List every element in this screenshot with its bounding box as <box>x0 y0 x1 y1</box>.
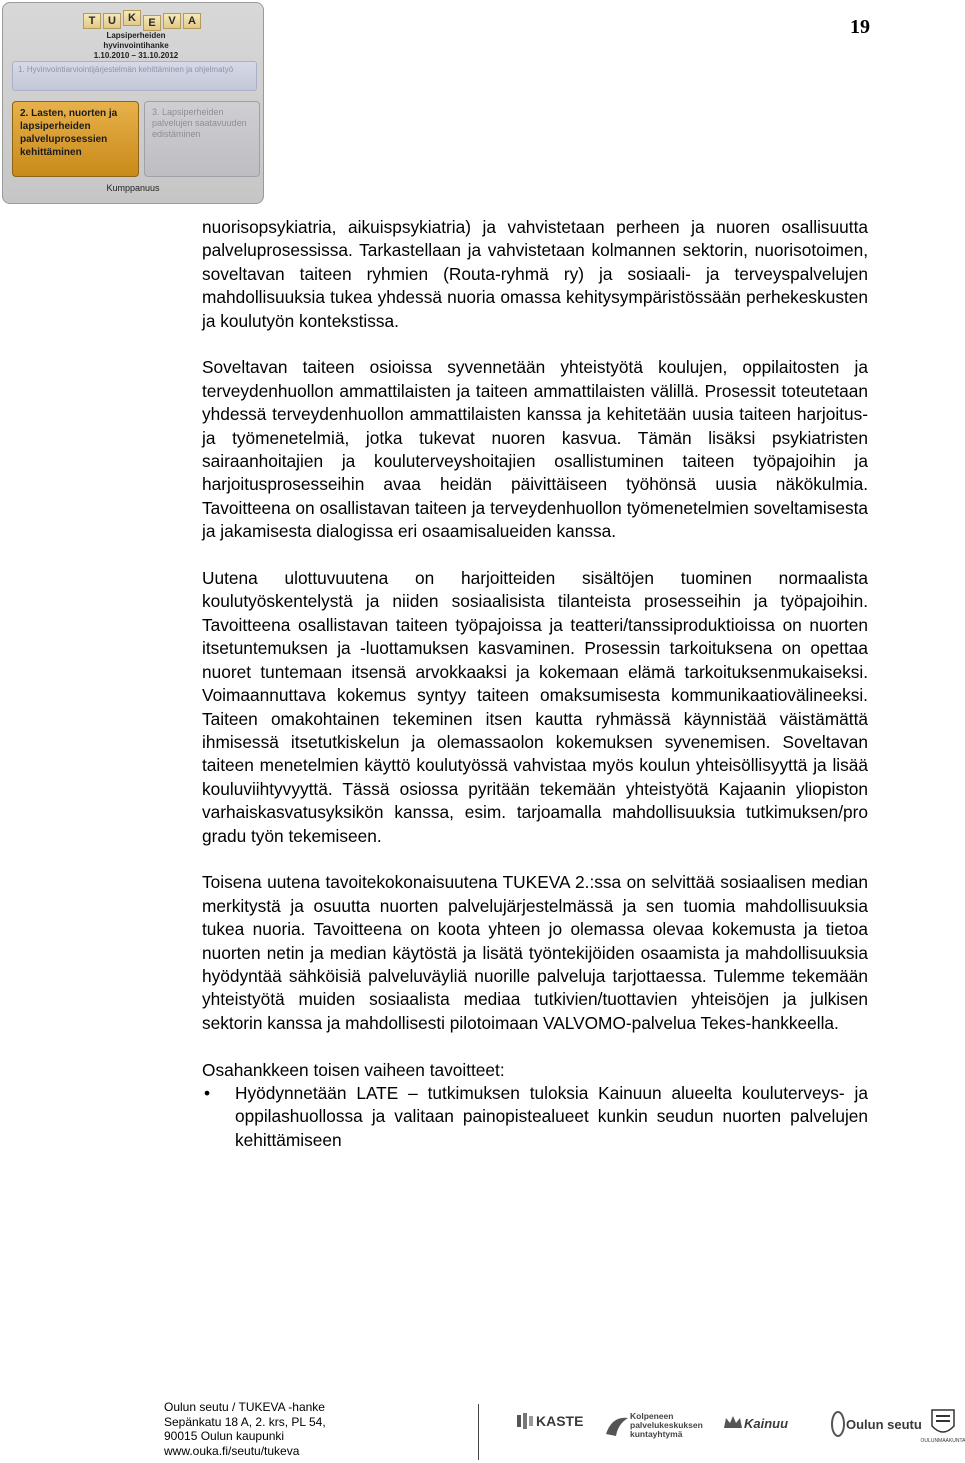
footer-divider <box>478 1404 479 1460</box>
footer-url: www.ouka.fi/seutu/tukeva <box>164 1443 300 1458</box>
oulun-seutu-text: Oulun seutu <box>846 1416 922 1432</box>
brand-letter: A <box>183 13 201 29</box>
goals-heading: Osahankkeen toisen vaiheen tavoitteet: <box>202 1059 505 1080</box>
tukeva-brand-blocks <box>83 13 201 29</box>
paragraph: nuorisopsykiatria, aikuispsykiatria) ja vahvistetaan perheen ja nuoren osallisuutta palveluprosessissa. Tarkastellaan ja vahvistetaan kolmannen sektorin, nuorisotoimen, soveltavan taiteen ryhmien (Routa-ryhmä ry) ja sosiaali- ja terveyspalvelujen mahdollisuuksia tukea yhdessä nuoria omassa kehitysympäristössään perhekeskusten ja koulutyön kontekstissa. <box>202 217 868 331</box>
bullet-icon: • <box>204 1082 211 1103</box>
program-2-box: 2. Lasten, nuorten ja lapsiperheiden palveluprosessien kehittäminen <box>12 101 139 177</box>
oulun-maakunta-logo <box>920 1408 965 1448</box>
goals-list <box>202 1082 868 1152</box>
goal-text: Hyödynnetään LATE – tutkimuksen tuloksia Kainuun alueelta kouluterveys- ja oppilashuollossa ja valitaan painopistealueet kunkin seudun nuorten palvelujen kehittämiseen <box>235 1082 868 1150</box>
oulun-seutu-icon <box>830 1410 846 1438</box>
paragraph: Soveltavan taiteen osioissa syvennetään yhteistyötä koulujen, oppilaitosten ja terveydenhuollon ammattilaisten ja taiteen ammattilaisten välillä. Prosessit toteutetaan yhdessä terveydenhuollon ammattilaisten kanssa ja kehitetään uusia taiteen harjoitus- ja työmenetelmiä, jotka tukevat nuoren kasvua. Tämän lisäksi psykiatristen sairaanhoitajien ja kouluterveyshoitajien osallistuminen taiteen työpajoihin ja harjoitusprosesseihin avaa heidän päivittäiseen työhönsä uusia näkökulmia. Tavoitteena on osallistavan taiteen ja terveydenhuollon työmenetelmien soveltamisesta ja jakamisesta dialogissa eri osaamisalueiden kanssa. <box>202 357 868 542</box>
kolpeneen-line: Kolpeneen <box>630 1411 674 1421</box>
kainuu-logo <box>722 1412 788 1434</box>
paragraph: Uutena ulottuvuutena on harjoitteiden sisältöjen tuominen normaalista koulutyöskentelystä ja niiden sosiaalisista tilanteista prosesseihin ja työpajoihin. Tavoitteena osallistavan taiteen työpajoissa ja teatteri/tanssiproduktioissa on nuorten itsetuntemuksen ja -luottamuksen kasvaminen. Prosessin tarkoituksena on opettaa nuoret tuntemaan itsensä arvokkaaksi ja kokemaan elämä tarkoituksenmukaiseksi. Voimaannuttava kokemus syntyy taiteen omaksumisesta kommunikaatiovälineeksi. Taiteen omakohtainen tekeminen itsen kautta ryhmässä käynnistää väistämättä ihmisessä itsetutkiskelun ja olemassaolon kokemuksen syvenemisen. Soveltavan taiteen menetelmien käyttö koulutyössä vahvistaa myös koulun yhteisöllisyyttä ja lisää kouluviihtyvyyttä. Tässä osiossa pyritään tekemään yhteistyötä Kajaanin yliopiston varhaiskasvatusyksikön kanssa, esim. tarjoamalla mahdollisuuksia tutkimuksen/pro gradu työn tekemiseen. <box>202 568 868 846</box>
kaste-text: KASTE <box>536 1413 584 1429</box>
kolpeneen-line: kuntayhtymä <box>630 1429 683 1439</box>
kolpeneen-logo <box>604 1412 703 1439</box>
kolpeneen-icon <box>604 1414 630 1438</box>
brand-letter: T <box>83 13 101 29</box>
footer-line: 90015 Oulun kaupunki <box>164 1429 285 1443</box>
footer-line: Sepänkatu 18 A, 2. krs, PL 54, <box>164 1414 326 1429</box>
footer-line: Oulun seutu / TUKEVA -hanke <box>164 1400 325 1414</box>
kolpeneen-line: palvelukeskuksen <box>630 1420 703 1430</box>
project-dates: 1.10.2010 – 31.10.2012 <box>93 51 179 60</box>
tukeva-header-logo <box>2 2 264 204</box>
page-number: 19 <box>850 16 870 38</box>
program-3-box: 3. Lapsiperheiden palvelujen saatavuuden edistäminen <box>144 101 260 177</box>
partnership-label: Kumppanuus <box>106 183 160 193</box>
kainuu-text: Kainuu <box>744 1415 789 1431</box>
paragraph: Toisena uutena tavoitekokonaisuutena TUKEVA 2.:ssa on selvittää sosiaalisen median merkitystä ja osuutta nuorten palvelujärjestelmässä ja sen tuomia mahdollisuuksia tukea nuoria. Tavoitteena on koota yhteen jo olemassa olevaa kokemusta ja tietoa nuorten netin ja median käytöstä ja lisätä työntekijöiden osaamista ja mahdollisuuksia hyödyntää sähköisiä palveluväyliä nuorille palveluja tarjottaessa. Tulemme tekemään yhteistyötä muiden sosiaalista mediaa tutkivien/tuottavien yhteisöjen ja julkisen sektorin kanssa ja mahdollisesti pilotoimaan VALVOMO-palvelua Tekes-hankkeella. <box>202 872 868 1033</box>
maakunta-crest-icon <box>930 1408 956 1438</box>
brand-letter: E <box>143 15 161 31</box>
oulun-maakunta-text: OULUNMAAKUNTA <box>920 1438 965 1444</box>
project-name: Lapsiperheiden hyvinvointihanke <box>103 31 169 50</box>
oulun-seutu-logo <box>830 1410 922 1438</box>
kaste-logo <box>516 1412 583 1430</box>
document-body <box>202 216 868 1152</box>
kainuu-crown-icon <box>722 1412 744 1434</box>
goal-item <box>202 1082 868 1152</box>
brand-letter: U <box>103 13 121 29</box>
footer-address <box>164 1400 494 1458</box>
brand-letter: V <box>163 13 181 29</box>
program-1-box: 1. Hyvinvointiarviointijärjestelmän kehittäminen ja ohjelmatyö <box>12 61 257 91</box>
kaste-icon <box>516 1412 536 1430</box>
brand-letter: K <box>123 10 141 26</box>
logo-subtitle <box>79 31 193 61</box>
